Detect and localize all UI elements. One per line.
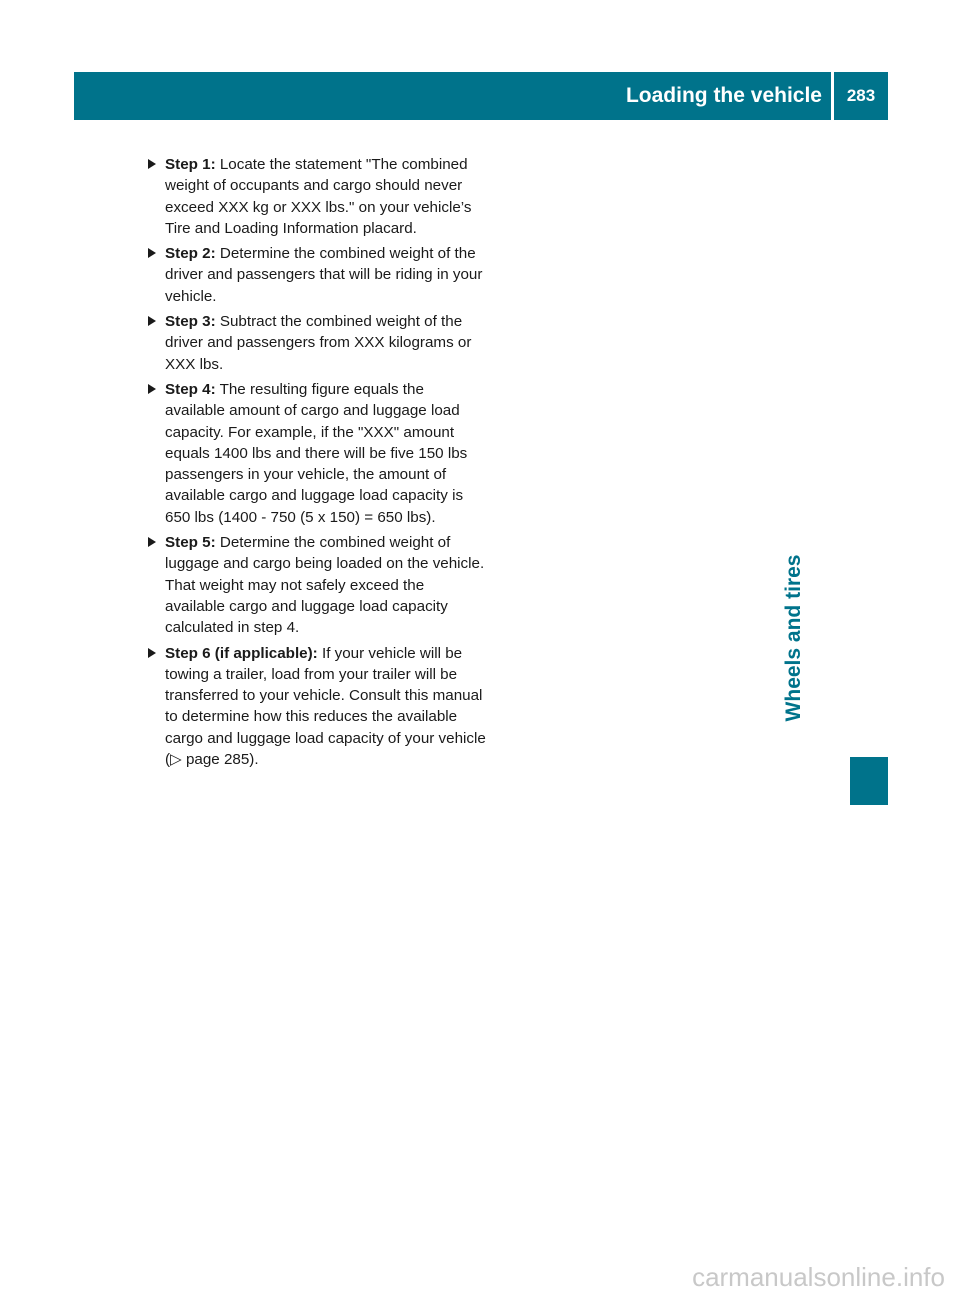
step-text: Locate the statement "The combined weight of occupants and cargo should never exceed XXX kg or XXX lbs." on your vehicle’s Tire and Loading Information placard. — [165, 156, 472, 237]
step-label: Step 2: — [165, 245, 216, 263]
side-tab-label: Wheels and tires — [782, 554, 805, 722]
step-text: If your vehicle will be towing a trailer, load from your trailer will be transferred to your vehicle. Consult this manual to determine how this reduces the available cargo and luggage load capacity of your vehicle (▷ page 285). — [165, 644, 486, 769]
arrow-right-icon — [148, 537, 156, 547]
step-label: Step 4: — [165, 380, 216, 398]
watermark: carmanualsonline.info — [692, 1262, 945, 1292]
arrow-right-icon — [148, 648, 156, 658]
step-text: Determine the combined weight of the driver and passengers that will be riding in your vehicle. — [165, 245, 483, 305]
step-item — [146, 154, 486, 239]
step-text: Subtract the combined weight of the driver and passengers from XXX kilograms or XXX lbs. — [165, 313, 472, 373]
page-number: 283 — [846, 86, 876, 105]
side-tab-marker — [850, 757, 888, 805]
step-label: Step 3: — [165, 313, 216, 331]
step-item — [146, 243, 486, 307]
step-item — [146, 643, 486, 771]
steps-list — [146, 154, 486, 774]
step-label: Step 5: — [165, 534, 216, 552]
arrow-right-icon — [148, 384, 156, 394]
step-text: The resulting figure equals the available amount of cargo and luggage load capacity. For example, if the "XXX" amount equals 1400 lbs and there will be five 150 lbs passengers in your vehicle, the amount of available cargo and luggage load capacity is 650 lbs (1400 - 750 (5 x 150) = 650 lbs). — [165, 380, 468, 526]
arrow-right-icon — [148, 159, 156, 169]
step-text: Determine the combined weight of luggage and cargo being loaded on the vehicle. That weight may not safely exceed the available cargo and luggage load capacity calculated in step 4. — [165, 534, 485, 637]
step-label: Step 1: — [165, 156, 216, 173]
step-item — [146, 532, 486, 638]
step-item — [146, 311, 486, 375]
arrow-right-icon — [148, 316, 156, 326]
step-label: Step 6 (if applicable): — [165, 644, 318, 662]
page-section-title: Loading the vehicle — [625, 84, 822, 107]
step-item — [146, 379, 486, 528]
arrow-right-icon — [148, 248, 156, 258]
